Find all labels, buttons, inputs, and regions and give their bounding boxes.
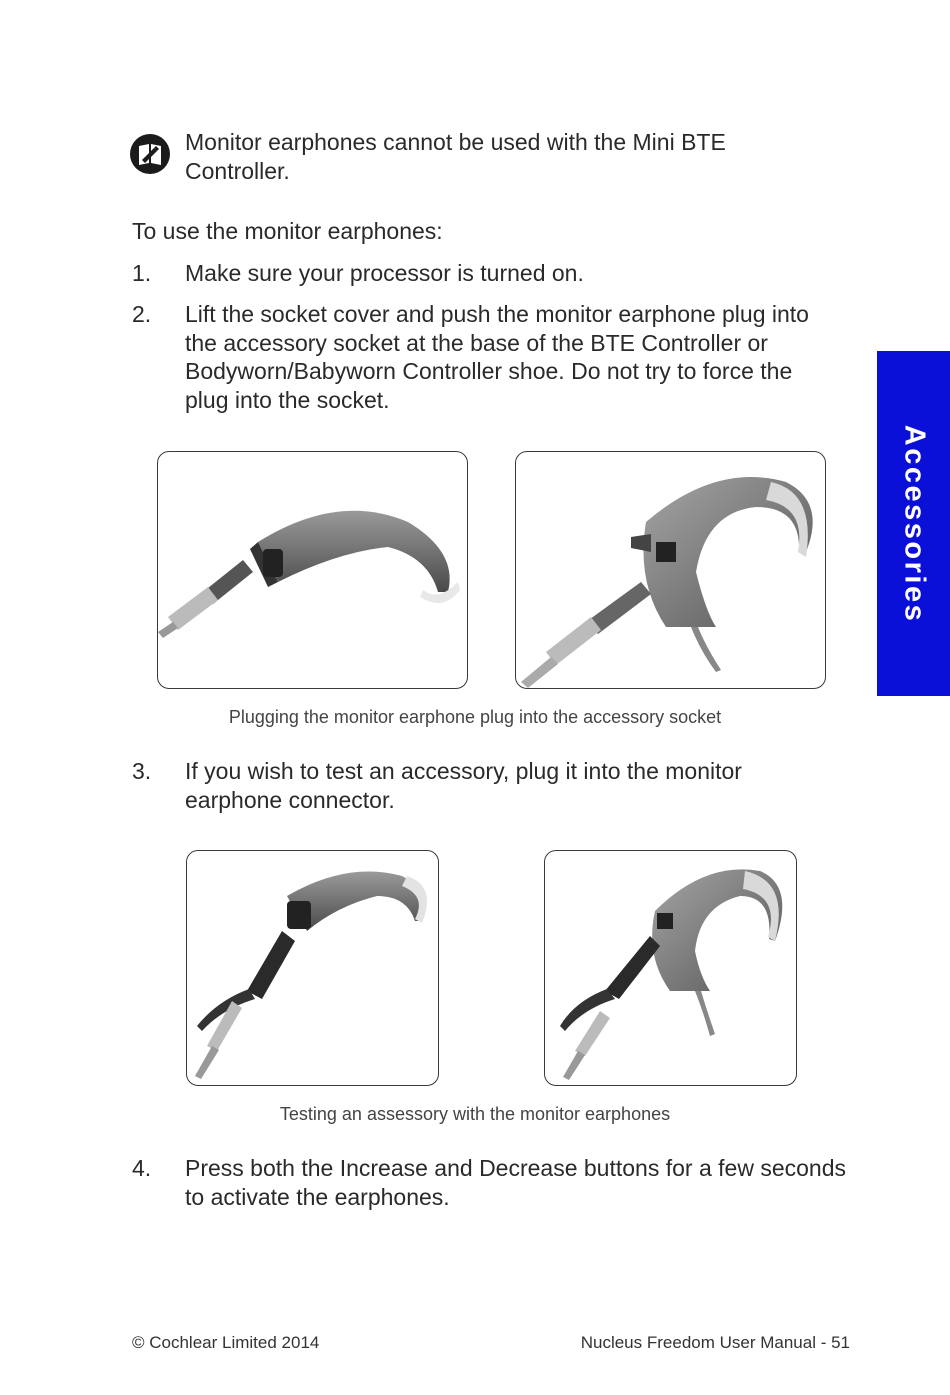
step-2-number: 2. (132, 301, 152, 327)
manual-book-icon (130, 134, 170, 174)
figure-bodyworn-test (544, 850, 797, 1086)
figure-bodyworn-plug (515, 451, 826, 689)
figure-bte-plug (157, 451, 468, 689)
step-3-text: If you wish to test an accessory, plug it into the monitor earphone connector. (185, 758, 742, 813)
note-text: Monitor earphones cannot be used with the Mini BTE Controller. (185, 129, 726, 184)
figure-bte-test (186, 850, 439, 1086)
step-2-text: Lift the socket cover and push the monitor earphone plug into the accessory socket at the base of the BTE Controller or Bodyworn/Babyworn Controller shoe. Do not try to force the plug into the socket. (185, 301, 809, 413)
step-1-number: 1. (132, 260, 152, 286)
figure-caption-2: Testing an assessory with the monitor earphones (279, 1104, 671, 1124)
section-tab-accessories (877, 351, 950, 696)
intro-text: To use the monitor earphones: (132, 218, 443, 244)
figure-caption-1: Plugging the monitor earphone plug into the accessory socket (228, 707, 722, 727)
footer-page-info: Nucleus Freedom User Manual - 51 (580, 1333, 850, 1352)
step-4-number: 4. (132, 1155, 152, 1181)
section-tab-label: Accessories (898, 424, 930, 623)
step-1-text: Make sure your processor is turned on. (185, 260, 584, 286)
step-3-number: 3. (132, 758, 152, 784)
footer-copyright: © Cochlear Limited 2014 (132, 1333, 320, 1352)
step-4-text: Press both the Increase and Decrease buttons for a few seconds to activate the earphones. (185, 1155, 846, 1210)
